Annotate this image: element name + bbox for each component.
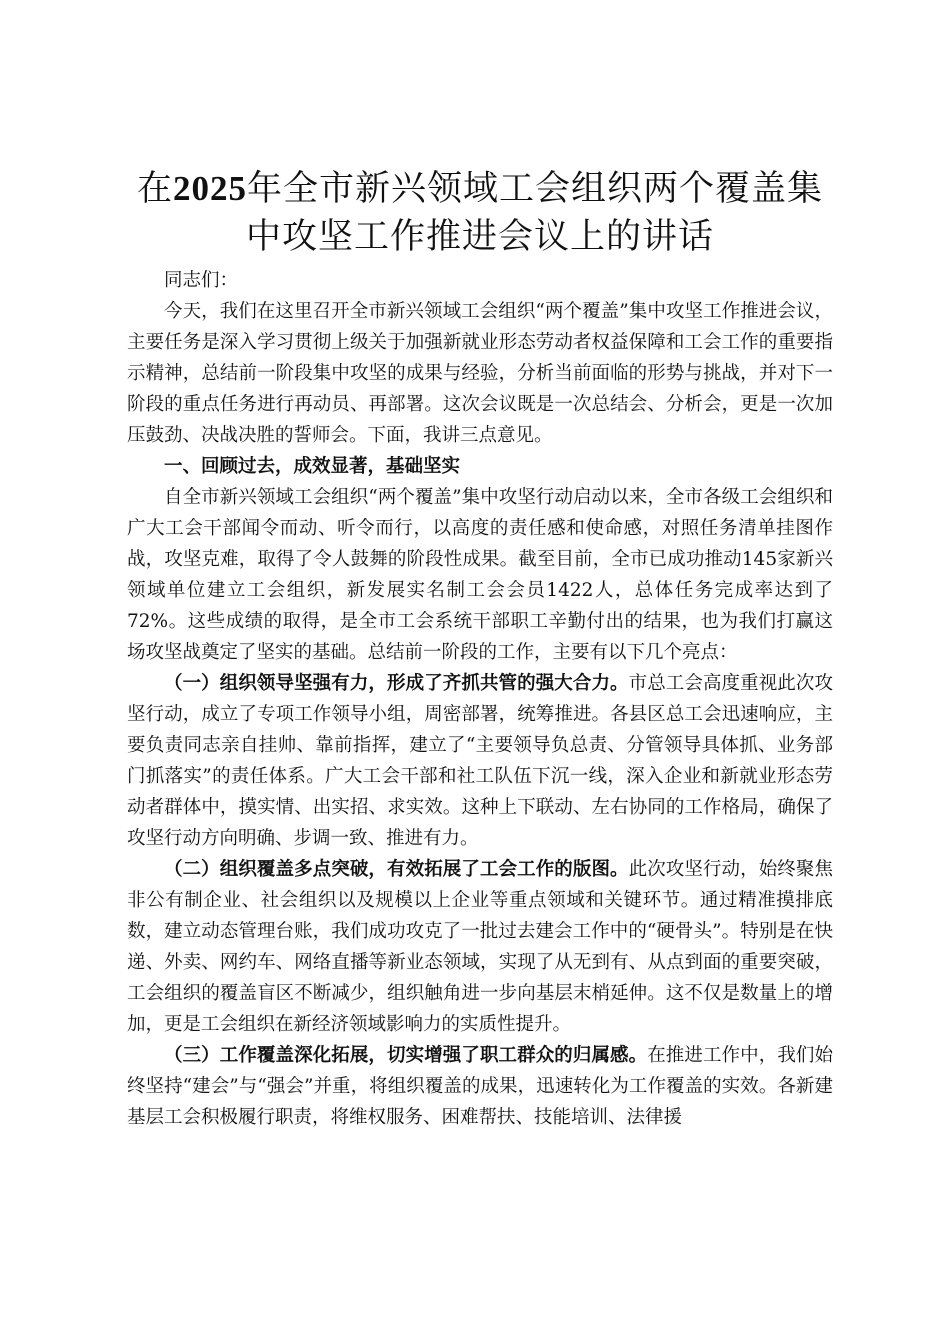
point2-paragraph bbox=[127, 854, 833, 1040]
document-page bbox=[127, 165, 833, 1133]
point1-paragraph bbox=[127, 668, 833, 854]
point1-lead: （一）组织领导坚强有力，形成了齐抓共管的强大合力。 bbox=[164, 673, 629, 694]
point3-lead: （三）工作覆盖深化拓展，切实增强了职工群众的归属感。 bbox=[164, 1045, 648, 1066]
point2-lead: （二）组织覆盖多点突破，有效拓展了工会工作的版图。 bbox=[164, 859, 629, 880]
point3-paragraph bbox=[127, 1040, 833, 1133]
intro-paragraph: 今天，我们在这里召开全市新兴领域工会组织“两个覆盖”集中攻坚工作推进会议，主要任务是深入学习贯彻上级关于加强新就业形态劳动者权益保障和工会工作的重要指示精神，总结前一阶段集中攻坚的成果与经验，分析当前面临的形势与挑战，并对下一阶段的重点任务进行再动员、再部署。这次会议既是一次总结会、分析会，更是一次加压鼓劲、决战决胜的誓师会。下面，我讲三点意见。 bbox=[127, 301, 833, 446]
title-line1-prefix: 在 bbox=[136, 169, 173, 209]
title-year: 2025 bbox=[173, 169, 247, 208]
document-title bbox=[127, 165, 833, 261]
point3-body: 在推进工作中，我们始终坚持“建会”与“强会”并重，将组织覆盖的成果，迅速转化为工作覆盖的实效。各新建基层工会积极履行职责，将维权服务、困难帮扶、技能培训、法律援 bbox=[127, 1045, 833, 1128]
section1-paragraph: 自全市新兴领域工会组织“两个覆盖”集中攻坚行动启动以来，全市各级工会组织和广大工会干部闻令而动、听令而行，以高度的责任感和使命感，对照任务清单挂图作战，攻坚克难，取得了令人鼓舞的阶段性成果。截至目前，全市已成功推动145家新兴领域单位建立工会组织，新发展实名制工会会员1422人，总体任务完成率达到了72%。这些成绩的取得，是全市工会系统干部职工辛勤付出的结果，也为我们打赢这场攻坚战奠定了坚实的基础。总结前一阶段的工作，主要有以下几个亮点： bbox=[127, 487, 833, 663]
salutation: 同志们： bbox=[164, 270, 239, 291]
point1-body: 市总工会高度重视此次攻坚行动，成立了专项工作领导小组，周密部署，统筹推进。各县区总工会迅速响应，主要负责同志亲自挂帅、靠前指挥，建立了“主要领导负总责、分管领导具体抓、业务部门抓落实”的责任体系。广大工会干部和社工队伍下沉一线，深入企业和新就业形态劳动者群体中，摸实情、出实招、求实效。这种上下联动、左右协同的工作格局，确保了攻坚行动方向明确、步调一致、推进有力。 bbox=[127, 673, 833, 849]
point2-body: 此次攻坚行动，始终聚焦非公有制企业、社会组织以及规模以上企业等重点领域和关键环节。通过精准摸排底数，建立动态管理台账，我们成功攻克了一批过去建会工作中的“硬骨头”。特别是在快递、外卖、网约车、网络直播等新业态领域，实现了从无到有、从点到面的重要突破，工会组织的覆盖盲区不断减少，组织触角进一步向基层末梢延伸。这不仅是数量上的增加，更是工会组织在新经济领域影响力的实质性提升。 bbox=[127, 859, 833, 1035]
section-heading-1: 一、回顾过去，成效显著，基础坚实 bbox=[164, 456, 461, 477]
title-line2: 中攻坚工作推进会议上的讲话 bbox=[245, 217, 714, 257]
title-line1-suffix: 年全市新兴领域工会组织两个覆盖集 bbox=[247, 169, 824, 209]
